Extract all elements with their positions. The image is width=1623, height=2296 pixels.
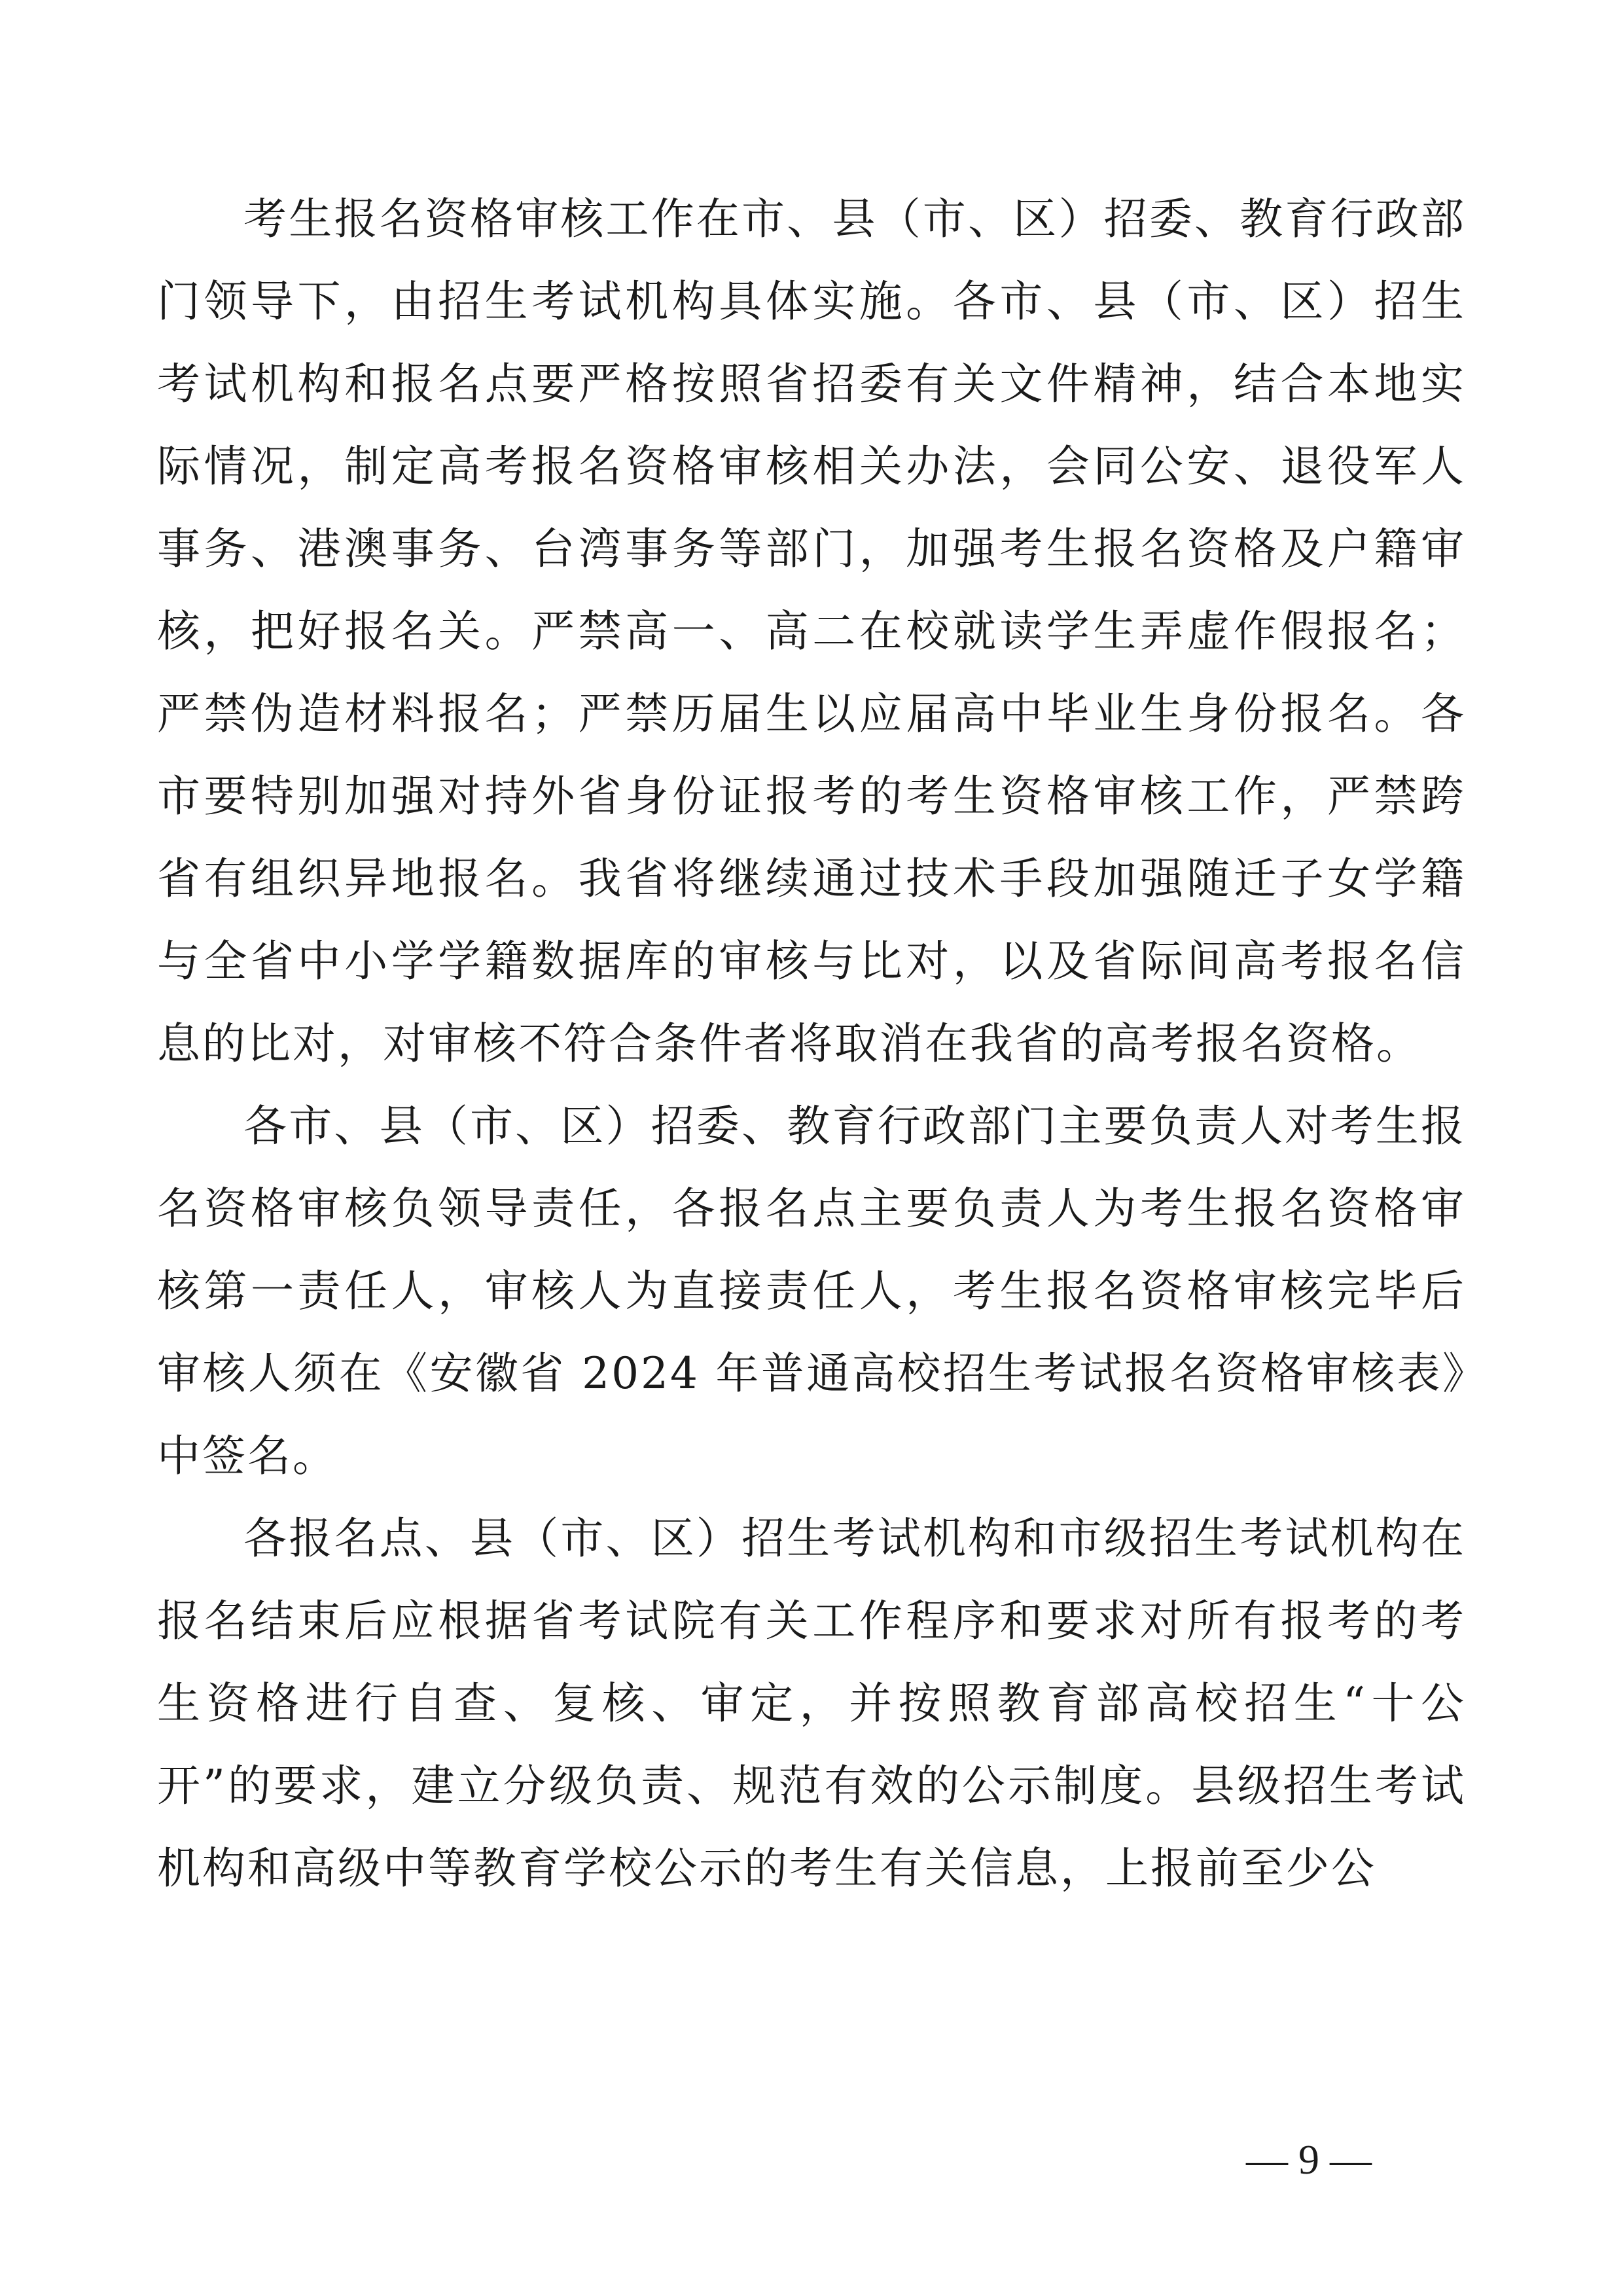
paragraph-qualification-review: 考生报名资格审核工作在市、县（市、区）招委、教育行政部门领导下，由招生考试机构具体实施。各市、县（市、区）招生考试机构和报名点要严格按照省招委有关文件精神，结合本地实际情况，制定高考报名资格审核相关办法，会同公安、退役军人事务、港澳事务、台湾事务等部门，加强考生报名资格及户籍审核，把好报名关。严禁高一、高二在校就读学生弄虚作假报名；严禁伪造材料报名；严禁历届生以应届高中毕业生身份报名。各市要特别加强对持外省身份证报考的考生资格审核工作，严禁跨省有组织异地报名。我省将继续通过技术手段加强随迁子女学籍与全省中小学学籍数据库的审核与比对，以及省际间高考报名信息的比对，对审核不符合条件者将取消在我省的高考报名资格。	[157, 194, 1466, 1069]
document-body	[157, 178, 1466, 1910]
paragraph-publicity-system: 各报名点、县（市、区）招生考试机构和市级招生考试机构在报名结束后应根据省考试院有关工作程序和要求对所有报考的考生资格进行自查、复核、审定，并按照教育部高校招生“十公开”的要求，建立分级负责、规范有效的公示制度。县级招生考试机构和高级中等教育学校公示的考生有关信息，上报前至少公	[157, 1513, 1466, 1893]
page-number: — 9 —	[1246, 2136, 1372, 2183]
paragraph-responsibility: 各市、县（市、区）招委、教育行政部门主要负责人对考生报名资格审核负领导责任，各报名点主要负责人为考生报名资格审核第一责任人，审核人为直接责任人，考生报名资格审核完毕后审核人须在《安徽省 2024 年普通高校招生考试报名资格审核表》中签名。	[157, 1101, 1466, 1481]
